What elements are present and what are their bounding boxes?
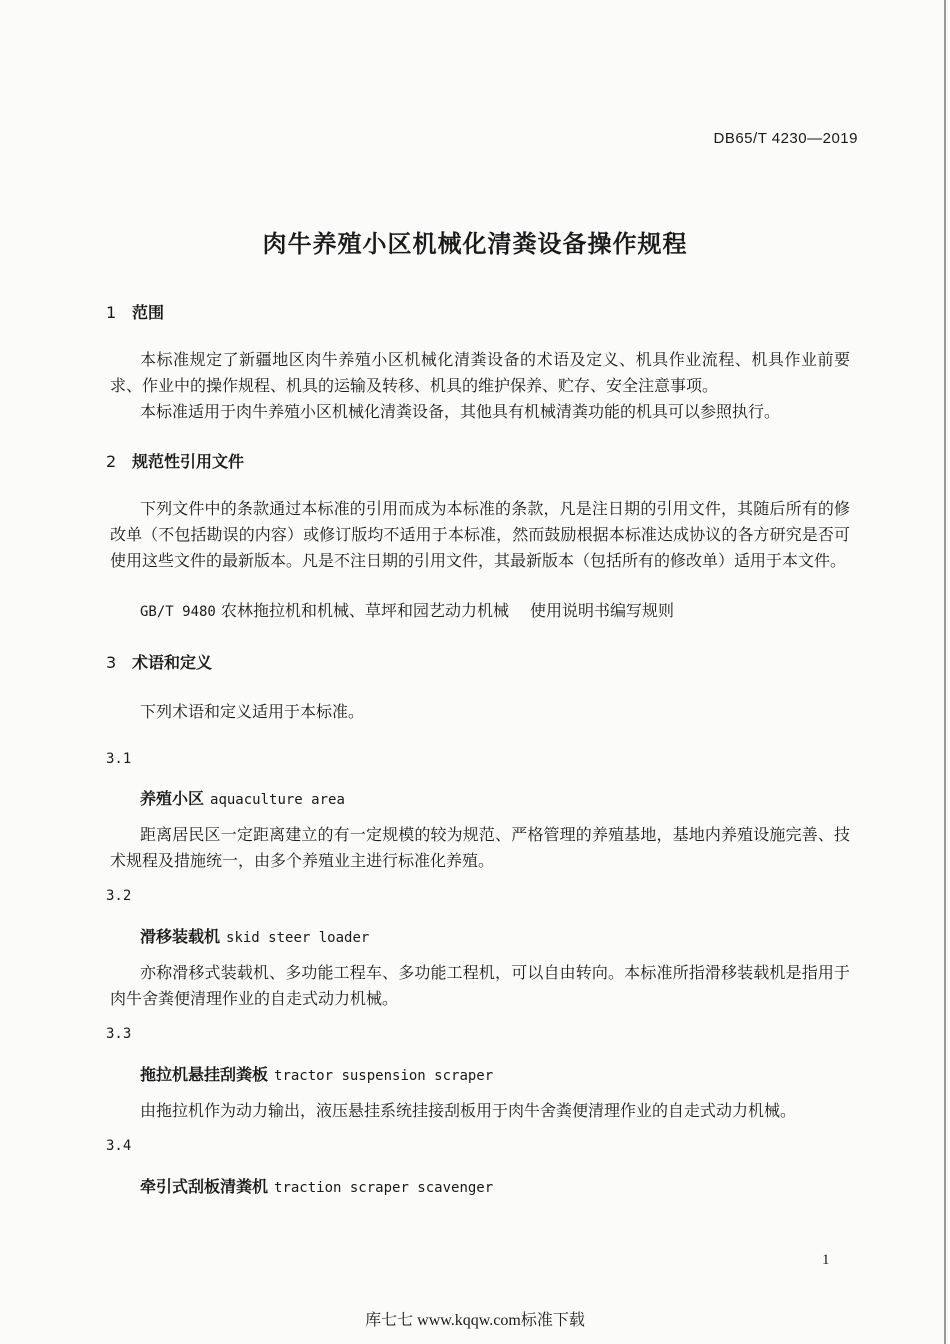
term-3-3	[140, 1062, 493, 1085]
term-3-3-definition: 由拖拉机作为动力输出，液压悬挂系统挂接刮板用于肉牛舍粪便清理作业的自走式动力机械。	[140, 1101, 797, 1120]
page-number: 1	[822, 1252, 830, 1268]
reference-code: GB/T 9480	[140, 604, 216, 620]
reference-title: 农林拖拉机和机械、草坪和园艺动力机械 使用说明书编写规则	[220, 601, 675, 620]
term-3-1-definition: 距离居民区一定距离建立的有一定规模的较为规范、严格管理的养殖基地，基地内养殖设施完善、技术规程及措施统一，由多个养殖业主进行标准化养殖。	[110, 825, 850, 870]
term-3-1-en: aquaculture area	[210, 792, 345, 808]
term-3-1	[140, 786, 345, 809]
term-3-3-number: 3.3	[106, 1026, 132, 1042]
term-3-2-number: 3.2	[106, 888, 132, 904]
section-1-paragraph-1: 本标准规定了新疆地区肉牛养殖小区机械化清粪设备的术语及定义、机具作业流程、机具作业前要求、作业中的操作规程、机具的运输及转移、机具的维护保养、贮存、安全注意事项。	[110, 350, 850, 395]
footer-watermark: 库七七 www.kqqw.com标准下载	[365, 1312, 585, 1329]
term-3-3-zh: 拖拉机悬挂刮粪板	[140, 1065, 269, 1084]
section-2-heading	[106, 449, 244, 472]
term-3-1-number: 3.1	[106, 751, 132, 767]
section-2-title: 规范性引用文件	[132, 452, 245, 471]
section-3-number: 3	[106, 653, 117, 672]
term-3-2-definition: 亦称滑移式装载机、多功能工程车、多功能工程机，可以自由转向。本标准所指滑移装载机是指用于肉牛舍粪便清理作业的自走式动力机械。	[110, 963, 850, 1008]
section-2-number: 2	[106, 452, 117, 471]
term-3-4-en: traction scraper scavenger	[274, 1180, 494, 1196]
scan-edge-line	[944, 0, 946, 1344]
section-3-intro: 下列术语和定义适用于本标准。	[140, 702, 365, 721]
term-3-4-number: 3.4	[106, 1138, 132, 1154]
section-1-number: 1	[106, 303, 117, 322]
section-1-paragraph-2: 本标准适用于肉牛养殖小区机械化清粪设备，其他具有机械清粪功能的机具可以参照执行。	[140, 402, 781, 421]
section-2-paragraph-1: 下列文件中的条款通过本标准的引用而成为本标准的条款，凡是注日期的引用文件，其随后所有的修改单（不包括勘误的内容）或修订版均不适用于本标准，然而鼓励根据本标准达成协议的各方研究是否可使用这些文件的最新版本。凡是不注日期的引用文件，其最新版本（包括所有的修改单）适用于本文件。	[110, 499, 850, 570]
section-3-title: 术语和定义	[132, 653, 213, 672]
term-3-1-zh: 养殖小区	[140, 789, 205, 808]
document-title: 肉牛养殖小区机械化清粪设备操作规程	[262, 230, 688, 258]
standard-number: DB65/T 4230—2019	[713, 130, 858, 147]
section-3-heading	[106, 650, 212, 673]
section-1-title: 范围	[132, 303, 165, 322]
term-3-2-en: skid steer loader	[226, 930, 370, 946]
term-3-2-zh: 滑移装载机	[140, 927, 221, 946]
term-3-3-en: tractor suspension scraper	[274, 1068, 494, 1084]
term-3-4	[140, 1174, 493, 1197]
section-1-heading	[106, 300, 164, 323]
normative-reference	[140, 598, 674, 621]
term-3-4-zh: 牵引式刮板清粪机	[140, 1177, 269, 1196]
term-3-2	[140, 924, 369, 947]
